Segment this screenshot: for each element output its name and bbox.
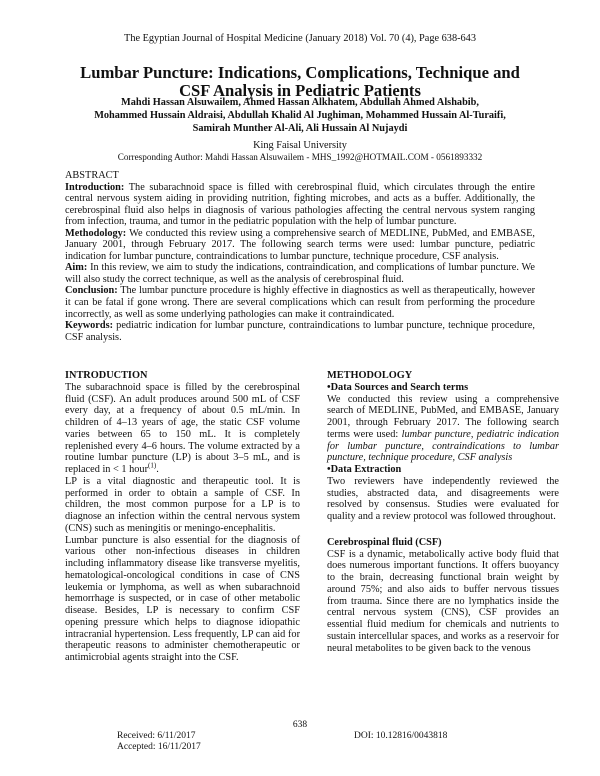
abstract-heading: ABSTRACT xyxy=(65,170,119,181)
abstract-conclusion xyxy=(65,285,535,320)
bullet-1: • xyxy=(327,381,331,393)
abstract-keywords xyxy=(65,320,535,343)
intro-label: Introduction: xyxy=(65,181,125,193)
received-accepted xyxy=(117,731,201,753)
sources-paragraph: We conducted this review using a comprehensive search of MEDLINE, PubMed, and EMBASE, January 2001, through February 2017. The following search terms were used: lumbar puncture, pediatric indication for lumbar puncture, contraindications to lumbar puncture, technique procedure, CSF analysis xyxy=(327,393,560,464)
method-label: Methodology: xyxy=(65,227,127,239)
title-line-1: Lumbar Puncture: Indications, Complications, Technique and xyxy=(80,63,520,82)
authors-line-3: Samirah Munther Al-Ali, Ali Hussain Al Nujaydi xyxy=(192,122,408,134)
conclusion-text: The lumbar puncture procedure is highly effective in diagnostics as well as therapeutically, however it can be fatal if gone wrong. There are several complications which can result from performing the procedure incorrectly, as well as some underlying pathologies can make it contraindicated. xyxy=(65,285,535,320)
authors-line-2: Mohammed Hussain Aldraisi, Abdullah Khalid Al Jughiman, Mohammed Hussain Al-Turaifi, xyxy=(94,109,506,121)
accepted-date: Accepted: 16/11/2017 xyxy=(117,742,201,752)
aim-label: Aim: xyxy=(65,262,88,274)
paper-title xyxy=(60,64,540,100)
intro-paragraph-3: Lumbar puncture is also essential for the diagnosis of various other non-infectious diseases in children including inflammatory disease like transverse myelitis, hematological-oncological conditions in case of CNS leukemia or lymphoma, as well as when subarachnoid hemorrhage is suspected, or in case of other metabolic disease. Besides, LP is necessary to confirm CSF opening pressure which helps to diagnose idiopathic intracranial hypertension. Less frequently, LP can aid for therapeutic reasons to administer chemotherapeutic or antimicrobial agents straight into the CSF. xyxy=(65,534,300,663)
left-column xyxy=(65,370,300,664)
citation-1: (1) xyxy=(148,461,157,470)
page-number: 638 xyxy=(292,720,308,730)
authors-line-1: Mahdi Hassan Alsuwailem, Ahmed Hassan Alkhatem, Abdullah Ahmed Alshabib, xyxy=(121,97,479,108)
affiliation: King Faisal University xyxy=(253,140,347,151)
intro-text: The subarachnoid space is filled with cerebrospinal fluid, which circulates through the entire central nervous system aiding in providing nutrition, fighting microbes, and acts as a buffer. Additionally, the cerebrospinal fluid also helps in diagnosis of various pathologies affecting the central nervous system ranging from infection, trauma, and tumor in the pediatric population with the help of lumbar puncture. xyxy=(65,181,535,228)
abstract-aim xyxy=(65,262,535,285)
search-terms: lumbar puncture, pediatric indication for lumbar puncture, contraindications to lumbar puncture, technique procedure, CSF analysis xyxy=(327,428,560,464)
keywords-label: Keywords: xyxy=(65,320,114,332)
aim-text: In this review, we aim to study the indications, contraindication, and complications of lumbar puncture. We will also study the correct technique, as well as the analysis of cerebrospinal fluid. xyxy=(65,262,535,285)
intro-paragraph-2: LP is a vital diagnostic and therapeutic tool. It is performed in order to obtain a sample of CSF. In children, the most common purpose for a LP is to diagnose an infection within the central nervous system (CNS) such as meningitis or meningo-encephalitis. xyxy=(65,475,300,534)
abstract-introduction xyxy=(65,182,535,228)
title-line-2: CSF Analysis in Pediatric Patients xyxy=(179,81,421,100)
corresponding-author: Corresponding Author: Mahdi Hassan Alsuwailem - MHS_1992@HOTMAIL.COM - 0561893332 xyxy=(117,152,483,162)
introduction-heading: INTRODUCTION xyxy=(65,370,148,381)
right-column xyxy=(327,370,559,654)
csf-paragraph: CSF is a dynamic, metabolically active body fluid that does numerous important functions. It offers buoyancy to the brain, decreasing functional brain weight by around 75%; and also aids to buffer nervous tissues from trauma. Since there are no lymphatics inside the central nervous system (CNS), CSF provides an essential fluid medium for chemicals and nutrients to sustain intercellular spaces, and works as a reservoir for neural metabolites to be given back to the venous xyxy=(327,548,559,654)
sources-heading: •Data Sources and Search terms xyxy=(327,381,469,393)
received-date: Received: 6/11/2017 xyxy=(117,731,196,741)
extraction-paragraph: Two reviewers have independently reviewed the studies, abstracted data, and disagreements were resolved by consensus. Studies were evaluated for quality and a review protocol was followed throughout. xyxy=(327,475,559,522)
method-text: We conducted this review using a comprehensive search of MEDLINE, PubMed, and EMBASE, January 2001, through February 2017. The following search terms were used: lumbar puncture, pediatric indication for lumbar puncture, contraindications to lumbar puncture, technique procedure, CSF analysis. xyxy=(65,227,535,262)
extraction-heading: •Data Extraction xyxy=(327,464,402,475)
bullet-2: • xyxy=(327,464,331,475)
conclusion-label: Conclusion: xyxy=(65,285,118,297)
keywords-text: pediatric indication for lumbar puncture, contraindications to lumbar puncture, technique procedure, CSF analysis. xyxy=(65,320,535,343)
abstract-methodology xyxy=(65,228,535,263)
intro-paragraph-1: The subarachnoid space is filled by the cerebrospinal fluid (CSF). An adult produces around 500 mL of CSF every day, at a frequency of about 0.5 mL/min. In children of 4–13 years of age, the static CSF volume varies between 65 to 150 mL. It is completely replenished every 4–6 hours. The volume extracted by a routine lumbar puncture (LP) is about 3–5 mL, and is replaced in < 1 hour$^{(1)}$. xyxy=(65,381,300,475)
doi: DOI: 10.12816/0043818 xyxy=(354,731,448,741)
methodology-heading: METHODOLOGY xyxy=(327,370,413,381)
journal-header: The Egyptian Journal of Hospital Medicine (January 2018) Vol. 70 (4), Page 638-643 xyxy=(124,33,476,44)
authors xyxy=(50,97,550,135)
csf-heading: Cerebrospinal fluid (CSF) xyxy=(327,536,442,548)
abstract xyxy=(65,170,535,343)
